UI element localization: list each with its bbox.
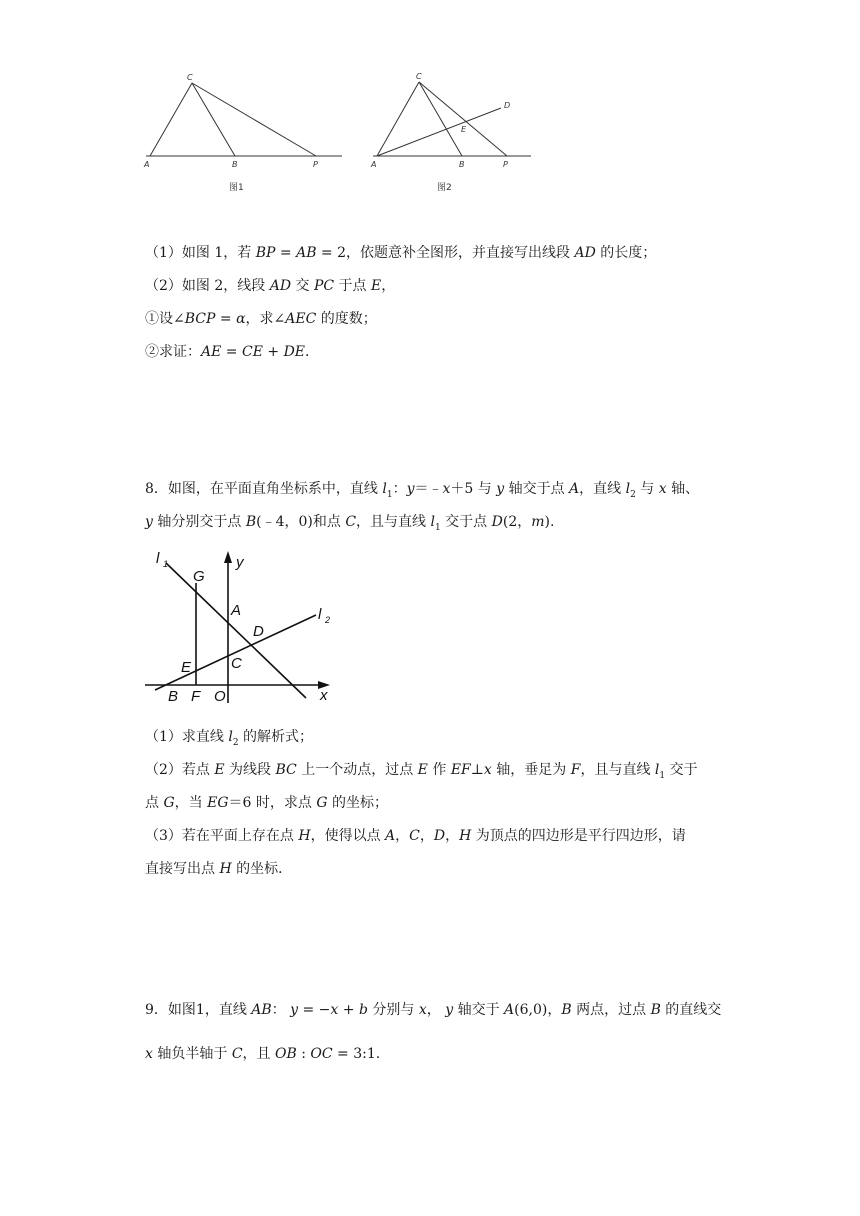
q8-label-x: x: [320, 687, 328, 704]
q8-sub2-line2: 点 G，当 EG＝6 时，求点 G 的坐标；: [145, 795, 388, 811]
fig2-label-p: P: [503, 160, 508, 169]
figure-1: [140, 70, 350, 175]
q8-label-l2: l: [318, 606, 322, 623]
fig1-label-a: A: [144, 160, 150, 169]
fig2-label-a: A: [371, 160, 377, 169]
q8-sub3-line2: 直接写出点 H 的坐标．: [145, 861, 293, 877]
fig1-label-p: P: [313, 160, 318, 169]
figure-2: [365, 68, 535, 173]
q8-intro-line1: 8．如图，在平面直角坐标系中，直线 $l_1$：y＝﹣x＋5 与 y 轴交于点 A，直线 $l_2$ 与 x 轴、: [145, 481, 700, 500]
q7-part2: （2）如图 2，线段 AD 交 PC 于点 E，: [145, 278, 396, 294]
q8-sub3-line1: （3）若在平面上存在点 H，使得以点 A，C，D，H 为顶点的四边形是平行四边形，请: [145, 828, 686, 844]
figure-1-caption: 图1: [229, 183, 244, 193]
fig2-label-d: D: [504, 101, 511, 110]
q8-label-e: E: [181, 659, 192, 676]
q8-coordinate-figure: [140, 545, 340, 710]
fig1-label-c: C: [187, 73, 193, 82]
q7-part2-2: ②求证：AE = CE + DE．: [145, 344, 320, 360]
q8-label-l1-sub: 1: [163, 559, 169, 569]
q8-label-f: F: [191, 688, 201, 705]
fig2-label-e: E: [461, 125, 467, 134]
figure-2-caption: 图2: [437, 183, 452, 193]
q9-line1: 9．如图1，直线 AB： y = −x + b 分别与 x， y 轴交于 A(6,0)，B 两点，过点 B 的直线交: [145, 1002, 722, 1018]
q7-part2-1: ①设∠BCP = α，求∠AEC 的度数；: [145, 311, 377, 327]
q8-sub1: （1）求直线 $l_2$ 的解析式；: [145, 729, 314, 748]
q8-label-l1: l: [156, 550, 160, 567]
q7-part1: （1）如图 1，若 BP = AB = 2，依题意补全图形，并直接写出线段 AD 的长度；: [145, 245, 657, 261]
fig1-label-b: B: [232, 160, 238, 169]
q9-line2: x 轴负半轴于 C，且 OB : OC = 3:1.: [145, 1046, 381, 1062]
q8-label-c: C: [231, 655, 242, 672]
fig2-label-b: B: [459, 160, 465, 169]
q8-sub2-line1: （2）若点 E 为线段 BC 上一个动点，过点 E 作 EF⊥x 轴，垂足为 F，且与直线 $l_1$ 交于: [145, 762, 698, 781]
q8-label-o: O: [214, 688, 226, 705]
q8-label-b: B: [168, 688, 179, 705]
q8-intro-line2: y 轴分别交于点 B(﹣4，0)和点 C，且与直线 $l_1$ 交于点 D(2，m).: [145, 514, 555, 533]
q8-label-y: y: [236, 554, 244, 571]
q8-label-l2-sub: 2: [325, 615, 331, 625]
q8-label-d: D: [253, 623, 264, 640]
q8-label-g: G: [193, 568, 205, 585]
fig2-label-c: C: [416, 72, 422, 81]
q8-label-a: A: [231, 602, 242, 619]
